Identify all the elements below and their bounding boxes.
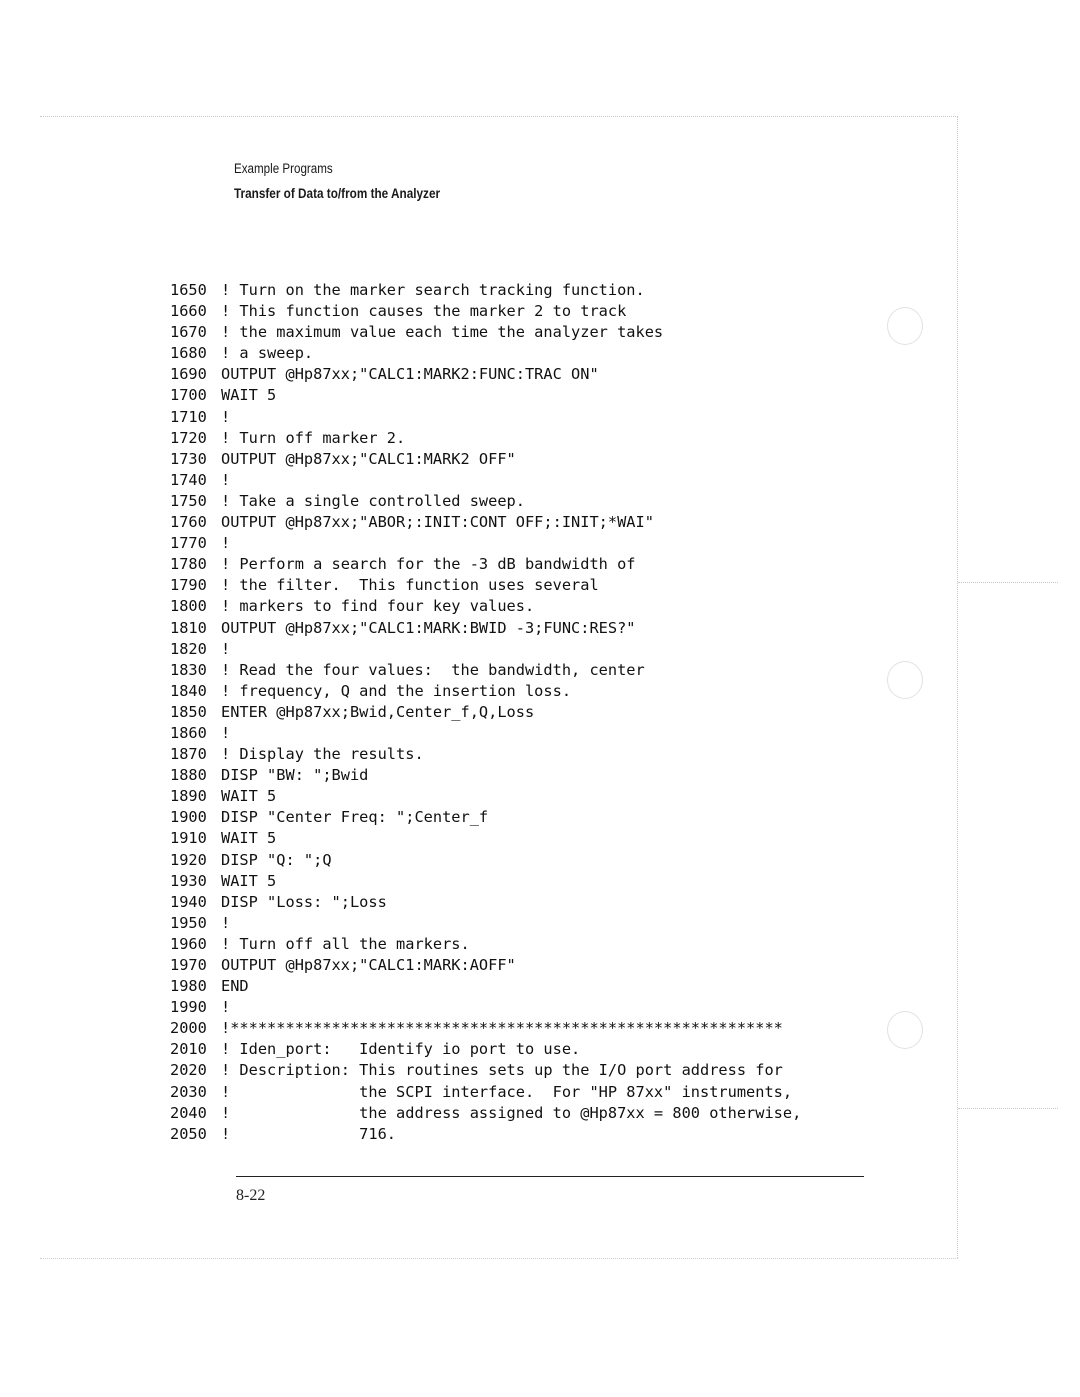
page-edge-bottom — [40, 1258, 958, 1259]
line-number: 1730 — [170, 449, 207, 468]
line-number: 1850 — [170, 702, 207, 721]
code-text: ! Read the four values: the bandwidth, center — [221, 660, 645, 679]
punch-hole-bottom — [887, 1011, 923, 1049]
code-line — [170, 997, 801, 1018]
code-line — [170, 1018, 801, 1039]
line-number: 1790 — [170, 576, 207, 595]
line-number: 1870 — [170, 745, 207, 764]
code-text: ! — [221, 470, 231, 489]
line-number: 1980 — [170, 977, 207, 996]
code-line — [170, 343, 801, 364]
line-number: 1760 — [170, 513, 207, 532]
code-line — [170, 807, 801, 828]
code-text: ! Turn off all the markers. — [221, 934, 470, 953]
code-line — [170, 744, 801, 765]
line-number: 2030 — [170, 1082, 207, 1101]
line-number: 1930 — [170, 871, 207, 890]
code-text: OUTPUT @Hp87xx;"CALC1:MARK:BWID -3;FUNC:RES?" — [221, 618, 636, 637]
line-number: 1840 — [170, 681, 207, 700]
code-text: ! This function causes the marker 2 to track — [221, 302, 627, 321]
code-text: WAIT 5 — [221, 386, 277, 405]
code-line — [170, 955, 801, 976]
line-number: 2040 — [170, 1103, 207, 1122]
line-number: 1800 — [170, 597, 207, 616]
code-line — [170, 1060, 801, 1081]
code-text: DISP "BW: ";Bwid — [221, 766, 369, 785]
code-line — [170, 533, 801, 554]
code-text: ! 716. — [221, 1124, 397, 1143]
line-number: 1780 — [170, 555, 207, 574]
code-text: ! Turn on the marker search tracking function. — [221, 281, 645, 299]
code-line — [170, 322, 801, 343]
code-line — [170, 1103, 801, 1124]
line-number: 1710 — [170, 407, 207, 426]
code-line — [170, 491, 801, 512]
code-text: ! the SCPI interface. For "HP 87xx" instruments, — [221, 1082, 793, 1101]
code-text: OUTPUT @Hp87xx;"CALC1:MARK2:FUNC:TRAC ON" — [221, 365, 599, 384]
line-number: 1720 — [170, 428, 207, 447]
code-line — [170, 976, 801, 997]
code-line — [170, 470, 801, 491]
line-number: 1950 — [170, 913, 207, 932]
line-number: 1680 — [170, 344, 207, 363]
code-line — [170, 660, 801, 681]
code-text: DISP "Q: ";Q — [221, 850, 332, 869]
line-number: 2050 — [170, 1124, 207, 1143]
code-line — [170, 723, 801, 744]
code-text: ! markers to find four key values. — [221, 597, 535, 616]
code-line — [170, 596, 801, 617]
code-text: OUTPUT @Hp87xx;"CALC1:MARK:AOFF" — [221, 956, 516, 974]
code-text: OUTPUT @Hp87xx;"ABOR;:INIT:CONT OFF;:INIT;*WAI" — [221, 513, 654, 532]
code-line — [170, 385, 801, 406]
line-number: 2010 — [170, 1040, 207, 1059]
code-line — [170, 850, 801, 871]
code-text: ! — [221, 534, 231, 553]
line-number: 1830 — [170, 660, 207, 679]
code-line — [170, 765, 801, 786]
running-header — [234, 160, 479, 202]
code-line — [170, 1082, 801, 1103]
code-line — [170, 618, 801, 639]
code-text: ! the maximum value each time the analyzer takes — [221, 323, 664, 342]
code-line — [170, 892, 801, 913]
code-line — [170, 934, 801, 955]
code-listing — [170, 280, 802, 1145]
line-number: 1960 — [170, 934, 207, 953]
code-text: ! — [221, 723, 231, 742]
page-edge-top — [40, 116, 958, 117]
line-number: 1770 — [170, 534, 207, 553]
line-number: 1860 — [170, 723, 207, 742]
code-text: ! — [221, 913, 231, 932]
code-line — [170, 512, 801, 533]
code-line — [170, 871, 801, 892]
code-line — [170, 449, 801, 470]
line-number: 1940 — [170, 892, 207, 911]
code-text: WAIT 5 — [221, 871, 277, 890]
line-number: 1990 — [170, 998, 207, 1017]
code-line — [170, 639, 801, 660]
line-number: 1810 — [170, 618, 207, 637]
code-line — [170, 407, 801, 428]
line-number: 1880 — [170, 766, 207, 785]
punch-hole-middle — [887, 661, 923, 699]
code-line — [170, 913, 801, 934]
code-text: ! the address assigned to @Hp87xx = 800 otherwise, — [221, 1103, 802, 1122]
code-line — [170, 1039, 801, 1060]
line-number: 1740 — [170, 470, 207, 489]
subsection-title: Transfer of Data to/from the Analyzer — [234, 185, 441, 201]
line-number: 1700 — [170, 386, 207, 405]
page-edge-right — [957, 116, 958, 1258]
code-text: ! Turn off marker 2. — [221, 428, 406, 447]
code-line — [170, 428, 801, 449]
footer-rule — [236, 1176, 864, 1177]
code-text: !************************************************************ — [221, 1019, 783, 1038]
line-number: 2000 — [170, 1019, 207, 1038]
line-number: 2020 — [170, 1061, 207, 1080]
code-text: ! Iden_port: Identify io port to use. — [221, 1040, 581, 1059]
code-text: ! — [221, 998, 231, 1017]
code-text: ! the filter. This function uses several — [221, 576, 599, 595]
code-text: ! Perform a search for the -3 dB bandwidth of — [221, 555, 636, 574]
code-line — [170, 702, 801, 723]
code-text: DISP "Center Freq: ";Center_f — [221, 808, 489, 827]
line-number: 1750 — [170, 491, 207, 510]
code-line — [170, 575, 801, 596]
code-line — [170, 301, 801, 322]
code-text: ! frequency, Q and the insertion loss. — [221, 681, 572, 700]
tab-mark-upper — [958, 582, 1058, 583]
line-number: 1910 — [170, 829, 207, 848]
line-number: 1660 — [170, 302, 207, 321]
code-text: ENTER @Hp87xx;Bwid,Center_f,Q,Loss — [221, 702, 535, 721]
code-text: DISP "Loss: ";Loss — [221, 892, 387, 911]
code-text: ! Display the results. — [221, 745, 424, 764]
code-text: ! — [221, 639, 231, 658]
line-number: 1650 — [170, 281, 207, 299]
code-line — [170, 1124, 801, 1145]
line-number: 1690 — [170, 365, 207, 384]
line-number: 1970 — [170, 956, 207, 974]
code-text: ! a sweep. — [221, 344, 314, 363]
code-text: WAIT 5 — [221, 787, 277, 806]
code-text: ! Take a single controlled sweep. — [221, 491, 525, 510]
code-text: ! Description: This routines sets up the I/O port address for — [221, 1061, 783, 1080]
code-line — [170, 554, 801, 575]
code-text: ! — [221, 407, 231, 426]
code-line — [170, 786, 801, 807]
code-line — [170, 681, 801, 702]
line-number: 1890 — [170, 787, 207, 806]
code-text: END — [221, 977, 249, 996]
section-title: Example Programs — [234, 161, 333, 176]
tab-mark-lower — [958, 1108, 1058, 1109]
page-number: 8-22 — [236, 1187, 266, 1204]
line-number: 1670 — [170, 323, 207, 342]
code-text: OUTPUT @Hp87xx;"CALC1:MARK2 OFF" — [221, 449, 516, 468]
punch-hole-top — [887, 307, 923, 345]
line-number: 1920 — [170, 850, 207, 869]
code-line — [170, 828, 801, 849]
code-line — [170, 364, 801, 385]
line-number: 1900 — [170, 808, 207, 827]
code-text: WAIT 5 — [221, 829, 277, 848]
line-number: 1820 — [170, 639, 207, 658]
code-line — [170, 280, 801, 301]
